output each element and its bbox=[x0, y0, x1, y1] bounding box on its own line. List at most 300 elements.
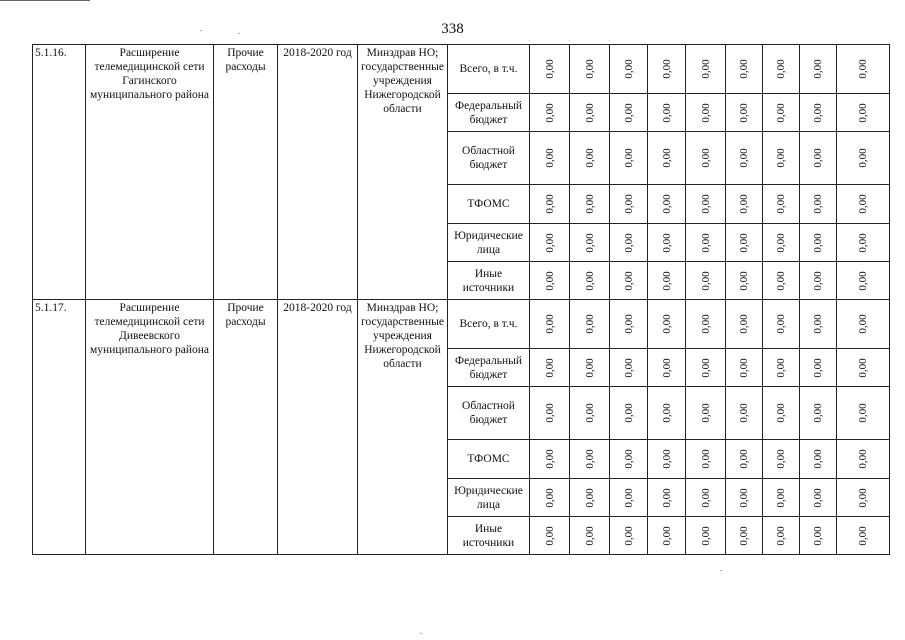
amount-cell bbox=[800, 517, 837, 555]
amount-wrapper bbox=[763, 349, 799, 386]
amount-value: 0,00 bbox=[738, 357, 750, 378]
amount-cell bbox=[610, 300, 648, 349]
amount-wrapper bbox=[800, 132, 836, 184]
amount-cell bbox=[570, 224, 610, 262]
amount-cell bbox=[763, 349, 800, 387]
amount-wrapper bbox=[726, 440, 762, 478]
amount-value: 0,00 bbox=[660, 449, 673, 469]
amount-value: 0,00 bbox=[738, 59, 750, 79]
amount-wrapper bbox=[800, 262, 836, 299]
amount-cell bbox=[763, 94, 800, 132]
amount-value: 0,00 bbox=[775, 232, 787, 253]
amount-wrapper bbox=[726, 224, 762, 261]
amount-value: 0,00 bbox=[583, 270, 596, 291]
amount-wrapper bbox=[837, 349, 889, 386]
amount-wrapper bbox=[570, 262, 609, 299]
funding-source-label: Федеральный бюджет bbox=[448, 349, 530, 387]
amount-value: 0,00 bbox=[738, 232, 750, 253]
amount-wrapper bbox=[837, 94, 889, 131]
amount-cell bbox=[648, 132, 686, 185]
amount-cell bbox=[530, 387, 570, 440]
amount-wrapper bbox=[763, 262, 799, 299]
amount-wrapper bbox=[570, 349, 609, 386]
amount-wrapper bbox=[530, 132, 569, 184]
amount-cell bbox=[837, 224, 890, 262]
amount-value: 0,00 bbox=[812, 403, 824, 423]
amount-cell bbox=[648, 45, 686, 94]
amount-cell bbox=[610, 45, 648, 94]
amount-value: 0,00 bbox=[857, 487, 869, 508]
amount-wrapper bbox=[570, 387, 609, 439]
amount-cell bbox=[686, 224, 726, 262]
amount-cell bbox=[763, 440, 800, 479]
amount-wrapper bbox=[763, 517, 799, 554]
amount-wrapper bbox=[837, 132, 889, 184]
amount-wrapper bbox=[837, 224, 889, 261]
amount-wrapper bbox=[800, 185, 836, 223]
amount-value: 0,00 bbox=[660, 148, 673, 168]
amount-value: 0,00 bbox=[543, 148, 556, 168]
amount-value: 0,00 bbox=[622, 403, 635, 423]
amount-cell bbox=[686, 479, 726, 517]
amount-value: 0,00 bbox=[660, 102, 673, 123]
amount-wrapper bbox=[570, 185, 609, 223]
amount-value: 0,00 bbox=[775, 270, 787, 291]
amount-value: 0,00 bbox=[812, 314, 824, 334]
amount-value: 0,00 bbox=[812, 357, 824, 378]
amount-wrapper bbox=[610, 479, 647, 516]
amount-wrapper bbox=[763, 132, 799, 184]
amount-value: 0,00 bbox=[775, 102, 787, 123]
amount-cell bbox=[686, 349, 726, 387]
amount-wrapper bbox=[570, 479, 609, 516]
amount-value: 0,00 bbox=[622, 148, 635, 168]
amount-cell bbox=[530, 517, 570, 555]
amount-value: 0,00 bbox=[738, 403, 750, 423]
amount-cell bbox=[530, 224, 570, 262]
amount-wrapper bbox=[726, 479, 762, 516]
amount-cell bbox=[726, 387, 763, 440]
amount-value: 0,00 bbox=[857, 403, 869, 423]
amount-value: 0,00 bbox=[775, 449, 787, 469]
amount-wrapper bbox=[610, 45, 647, 93]
amount-wrapper bbox=[763, 479, 799, 516]
amount-value: 0,00 bbox=[812, 59, 824, 79]
amount-wrapper bbox=[763, 45, 799, 93]
amount-cell bbox=[530, 94, 570, 132]
amount-wrapper bbox=[570, 517, 609, 554]
amount-value: 0,00 bbox=[738, 449, 750, 469]
amount-cell bbox=[610, 387, 648, 440]
amount-cell bbox=[800, 185, 837, 224]
amount-value: 0,00 bbox=[660, 403, 673, 423]
amount-wrapper bbox=[726, 349, 762, 386]
row-executor: Минздрав НО; государственные учреждения Нижегородской области bbox=[358, 300, 448, 555]
amount-value: 0,00 bbox=[699, 270, 712, 291]
amount-value: 0,00 bbox=[699, 59, 712, 79]
amount-wrapper bbox=[837, 185, 889, 223]
amount-cell bbox=[570, 185, 610, 224]
amount-wrapper bbox=[800, 224, 836, 261]
amount-value: 0,00 bbox=[857, 59, 869, 79]
row-expense-type: Прочие расходы bbox=[214, 300, 278, 555]
amount-value: 0,00 bbox=[857, 314, 869, 334]
amount-value: 0,00 bbox=[583, 102, 596, 123]
row-index: 5.1.17. bbox=[33, 300, 86, 555]
amount-cell bbox=[726, 349, 763, 387]
amount-wrapper bbox=[648, 387, 685, 439]
amount-cell bbox=[837, 94, 890, 132]
amount-cell bbox=[648, 517, 686, 555]
amount-value: 0,00 bbox=[738, 270, 750, 291]
amount-cell bbox=[837, 262, 890, 300]
amount-value: 0,00 bbox=[857, 357, 869, 378]
amount-wrapper bbox=[610, 224, 647, 261]
amount-cell bbox=[837, 132, 890, 185]
amount-wrapper bbox=[726, 300, 762, 348]
amount-value: 0,00 bbox=[583, 357, 596, 378]
amount-value: 0,00 bbox=[622, 194, 635, 214]
amount-value: 0,00 bbox=[583, 314, 596, 334]
amount-cell bbox=[570, 262, 610, 300]
amount-value: 0,00 bbox=[622, 357, 635, 378]
funding-source-label: Областной бюджет bbox=[448, 387, 530, 440]
amount-value: 0,00 bbox=[660, 194, 673, 214]
amount-wrapper bbox=[837, 45, 889, 93]
amount-cell bbox=[648, 479, 686, 517]
amount-value: 0,00 bbox=[699, 487, 712, 508]
amount-value: 0,00 bbox=[583, 59, 596, 79]
row-description: Расширение телемедицинской сети Дивеевского муниципального района bbox=[86, 300, 214, 555]
amount-wrapper bbox=[530, 479, 569, 516]
amount-cell bbox=[530, 262, 570, 300]
amount-wrapper bbox=[726, 94, 762, 131]
amount-cell bbox=[570, 132, 610, 185]
amount-wrapper bbox=[726, 185, 762, 223]
amount-cell bbox=[800, 132, 837, 185]
amount-cell bbox=[686, 185, 726, 224]
amount-cell bbox=[800, 387, 837, 440]
amount-cell bbox=[530, 132, 570, 185]
amount-wrapper bbox=[800, 517, 836, 554]
amount-cell bbox=[530, 300, 570, 349]
amount-cell bbox=[648, 387, 686, 440]
amount-value: 0,00 bbox=[812, 525, 824, 546]
amount-wrapper bbox=[686, 517, 725, 554]
amount-wrapper bbox=[800, 479, 836, 516]
amount-wrapper bbox=[837, 517, 889, 554]
amount-cell bbox=[648, 349, 686, 387]
amount-value: 0,00 bbox=[738, 148, 750, 168]
amount-wrapper bbox=[530, 440, 569, 478]
amount-value: 0,00 bbox=[660, 525, 673, 546]
amount-value: 0,00 bbox=[857, 194, 869, 214]
amount-cell bbox=[648, 224, 686, 262]
amount-cell bbox=[686, 45, 726, 94]
amount-cell bbox=[530, 440, 570, 479]
funding-source-label: Всего, в т.ч. bbox=[448, 300, 530, 349]
amount-value: 0,00 bbox=[699, 525, 712, 546]
amount-value: 0,00 bbox=[812, 487, 824, 508]
amount-wrapper bbox=[686, 94, 725, 131]
amount-cell bbox=[648, 440, 686, 479]
amount-cell bbox=[837, 349, 890, 387]
amount-wrapper bbox=[570, 440, 609, 478]
scan-speck bbox=[720, 570, 722, 571]
amount-cell bbox=[530, 45, 570, 94]
amount-wrapper bbox=[610, 517, 647, 554]
amount-value: 0,00 bbox=[543, 194, 556, 214]
amount-cell bbox=[837, 479, 890, 517]
amount-wrapper bbox=[610, 185, 647, 223]
amount-cell bbox=[686, 387, 726, 440]
amount-wrapper bbox=[530, 224, 569, 261]
scan-speck bbox=[420, 633, 422, 634]
scan-edge-line bbox=[0, 0, 90, 1]
amount-cell bbox=[837, 185, 890, 224]
amount-value: 0,00 bbox=[660, 487, 673, 508]
amount-cell bbox=[763, 300, 800, 349]
amount-wrapper bbox=[763, 224, 799, 261]
amount-wrapper bbox=[648, 349, 685, 386]
amount-value: 0,00 bbox=[699, 148, 712, 168]
amount-value: 0,00 bbox=[775, 403, 787, 423]
amount-wrapper bbox=[610, 440, 647, 478]
amount-cell bbox=[610, 517, 648, 555]
amount-cell bbox=[648, 185, 686, 224]
amount-value: 0,00 bbox=[738, 525, 750, 546]
amount-wrapper bbox=[726, 45, 762, 93]
amount-value: 0,00 bbox=[583, 525, 596, 546]
amount-wrapper bbox=[610, 387, 647, 439]
amount-wrapper bbox=[686, 45, 725, 93]
amount-cell bbox=[530, 479, 570, 517]
amount-cell bbox=[726, 262, 763, 300]
amount-wrapper bbox=[800, 300, 836, 348]
amount-cell bbox=[726, 300, 763, 349]
amount-wrapper bbox=[800, 387, 836, 439]
row-description: Расширение телемедицинской сети Гагинского муниципального района bbox=[86, 45, 214, 300]
amount-cell bbox=[800, 45, 837, 94]
amount-wrapper bbox=[648, 185, 685, 223]
funding-source-label: Иные источники bbox=[448, 517, 530, 555]
amount-value: 0,00 bbox=[660, 59, 673, 79]
amount-value: 0,00 bbox=[775, 357, 787, 378]
amount-value: 0,00 bbox=[543, 232, 556, 253]
amount-cell bbox=[570, 94, 610, 132]
amount-cell bbox=[763, 479, 800, 517]
amount-cell bbox=[726, 185, 763, 224]
amount-wrapper bbox=[726, 517, 762, 554]
amount-value: 0,00 bbox=[699, 314, 712, 334]
amount-cell bbox=[763, 45, 800, 94]
page-number: 338 bbox=[441, 21, 464, 37]
amount-value: 0,00 bbox=[622, 525, 635, 546]
amount-wrapper bbox=[648, 45, 685, 93]
amount-wrapper bbox=[686, 479, 725, 516]
amount-cell bbox=[726, 517, 763, 555]
amount-cell bbox=[837, 300, 890, 349]
amount-wrapper bbox=[570, 45, 609, 93]
amount-cell bbox=[800, 94, 837, 132]
row-period: 2018-2020 год bbox=[278, 45, 358, 300]
amount-wrapper bbox=[648, 440, 685, 478]
funding-source-label: Всего, в т.ч. bbox=[448, 45, 530, 94]
amount-cell bbox=[686, 440, 726, 479]
amount-wrapper bbox=[530, 45, 569, 93]
amount-value: 0,00 bbox=[699, 194, 712, 214]
amount-cell bbox=[570, 479, 610, 517]
amount-cell bbox=[610, 94, 648, 132]
amount-value: 0,00 bbox=[583, 449, 596, 469]
funding-source-label: ТФОМС bbox=[448, 440, 530, 479]
amount-wrapper bbox=[610, 262, 647, 299]
amount-cell bbox=[570, 517, 610, 555]
amount-cell bbox=[763, 517, 800, 555]
amount-value: 0,00 bbox=[857, 525, 869, 546]
table-row bbox=[33, 45, 890, 94]
amount-wrapper bbox=[530, 185, 569, 223]
amount-wrapper bbox=[648, 479, 685, 516]
amount-wrapper bbox=[570, 94, 609, 131]
amount-cell bbox=[610, 132, 648, 185]
amount-value: 0,00 bbox=[775, 314, 787, 334]
amount-cell bbox=[570, 300, 610, 349]
amount-cell bbox=[686, 132, 726, 185]
amount-value: 0,00 bbox=[812, 449, 824, 469]
amount-wrapper bbox=[570, 300, 609, 348]
amount-value: 0,00 bbox=[660, 232, 673, 253]
amount-value: 0,00 bbox=[660, 270, 673, 291]
amount-value: 0,00 bbox=[543, 59, 556, 79]
budget-table bbox=[32, 44, 890, 555]
amount-cell bbox=[800, 300, 837, 349]
amount-cell bbox=[726, 224, 763, 262]
funding-source-label: Юридические лица bbox=[448, 224, 530, 262]
amount-cell bbox=[648, 262, 686, 300]
amount-cell bbox=[726, 479, 763, 517]
amount-value: 0,00 bbox=[857, 232, 869, 253]
amount-value: 0,00 bbox=[583, 403, 596, 423]
amount-value: 0,00 bbox=[583, 148, 596, 168]
amount-cell bbox=[610, 224, 648, 262]
amount-cell bbox=[610, 185, 648, 224]
amount-wrapper bbox=[763, 440, 799, 478]
amount-value: 0,00 bbox=[857, 102, 869, 123]
amount-value: 0,00 bbox=[543, 102, 556, 123]
amount-wrapper bbox=[763, 94, 799, 131]
amount-wrapper bbox=[648, 224, 685, 261]
amount-value: 0,00 bbox=[812, 148, 824, 168]
amount-wrapper bbox=[686, 300, 725, 348]
amount-cell bbox=[610, 479, 648, 517]
amount-cell bbox=[800, 224, 837, 262]
amount-cell bbox=[763, 224, 800, 262]
amount-value: 0,00 bbox=[699, 232, 712, 253]
amount-cell bbox=[763, 262, 800, 300]
amount-value: 0,00 bbox=[622, 232, 635, 253]
amount-value: 0,00 bbox=[543, 270, 556, 291]
amount-wrapper bbox=[530, 262, 569, 299]
funding-source-label: Областной бюджет bbox=[448, 132, 530, 185]
amount-value: 0,00 bbox=[583, 194, 596, 214]
amount-value: 0,00 bbox=[622, 449, 635, 469]
amount-wrapper bbox=[800, 440, 836, 478]
amount-value: 0,00 bbox=[699, 102, 712, 123]
amount-cell bbox=[686, 94, 726, 132]
amount-wrapper bbox=[686, 132, 725, 184]
amount-cell bbox=[570, 387, 610, 440]
amount-value: 0,00 bbox=[622, 487, 635, 508]
amount-value: 0,00 bbox=[857, 148, 869, 168]
amount-wrapper bbox=[686, 440, 725, 478]
amount-wrapper bbox=[800, 94, 836, 131]
row-index: 5.1.16. bbox=[33, 45, 86, 300]
amount-wrapper bbox=[648, 132, 685, 184]
amount-cell bbox=[800, 479, 837, 517]
amount-value: 0,00 bbox=[857, 270, 869, 291]
amount-cell bbox=[530, 185, 570, 224]
amount-value: 0,00 bbox=[699, 403, 712, 423]
amount-wrapper bbox=[648, 94, 685, 131]
amount-wrapper bbox=[837, 300, 889, 348]
amount-value: 0,00 bbox=[812, 232, 824, 253]
amount-cell bbox=[686, 262, 726, 300]
amount-cell bbox=[570, 349, 610, 387]
amount-wrapper bbox=[530, 94, 569, 131]
amount-cell bbox=[686, 300, 726, 349]
amount-value: 0,00 bbox=[775, 59, 787, 79]
amount-wrapper bbox=[570, 132, 609, 184]
amount-cell bbox=[570, 440, 610, 479]
amount-wrapper bbox=[800, 349, 836, 386]
amount-cell bbox=[648, 300, 686, 349]
amount-cell bbox=[726, 45, 763, 94]
amount-wrapper bbox=[648, 517, 685, 554]
funding-source-label: Федеральный бюджет bbox=[448, 94, 530, 132]
amount-value: 0,00 bbox=[622, 59, 635, 79]
amount-wrapper bbox=[686, 349, 725, 386]
amount-value: 0,00 bbox=[543, 314, 556, 334]
amount-wrapper bbox=[726, 132, 762, 184]
amount-wrapper bbox=[686, 387, 725, 439]
amount-wrapper bbox=[570, 224, 609, 261]
amount-wrapper bbox=[686, 224, 725, 261]
amount-cell bbox=[610, 262, 648, 300]
amount-wrapper bbox=[686, 185, 725, 223]
funding-source-label: Иные источники bbox=[448, 262, 530, 300]
amount-value: 0,00 bbox=[583, 487, 596, 508]
amount-value: 0,00 bbox=[622, 102, 635, 123]
amount-value: 0,00 bbox=[622, 270, 635, 291]
amount-value: 0,00 bbox=[660, 357, 673, 378]
amount-value: 0,00 bbox=[583, 232, 596, 253]
amount-cell bbox=[570, 45, 610, 94]
amount-cell bbox=[800, 349, 837, 387]
amount-value: 0,00 bbox=[775, 148, 787, 168]
amount-wrapper bbox=[763, 185, 799, 223]
table-row bbox=[33, 300, 890, 349]
amount-wrapper bbox=[800, 45, 836, 93]
amount-value: 0,00 bbox=[699, 449, 712, 469]
amount-cell bbox=[837, 517, 890, 555]
amount-wrapper bbox=[837, 479, 889, 516]
amount-value: 0,00 bbox=[738, 487, 750, 508]
amount-wrapper bbox=[648, 300, 685, 348]
amount-cell bbox=[800, 262, 837, 300]
row-period: 2018-2020 год bbox=[278, 300, 358, 555]
amount-value: 0,00 bbox=[622, 314, 635, 334]
